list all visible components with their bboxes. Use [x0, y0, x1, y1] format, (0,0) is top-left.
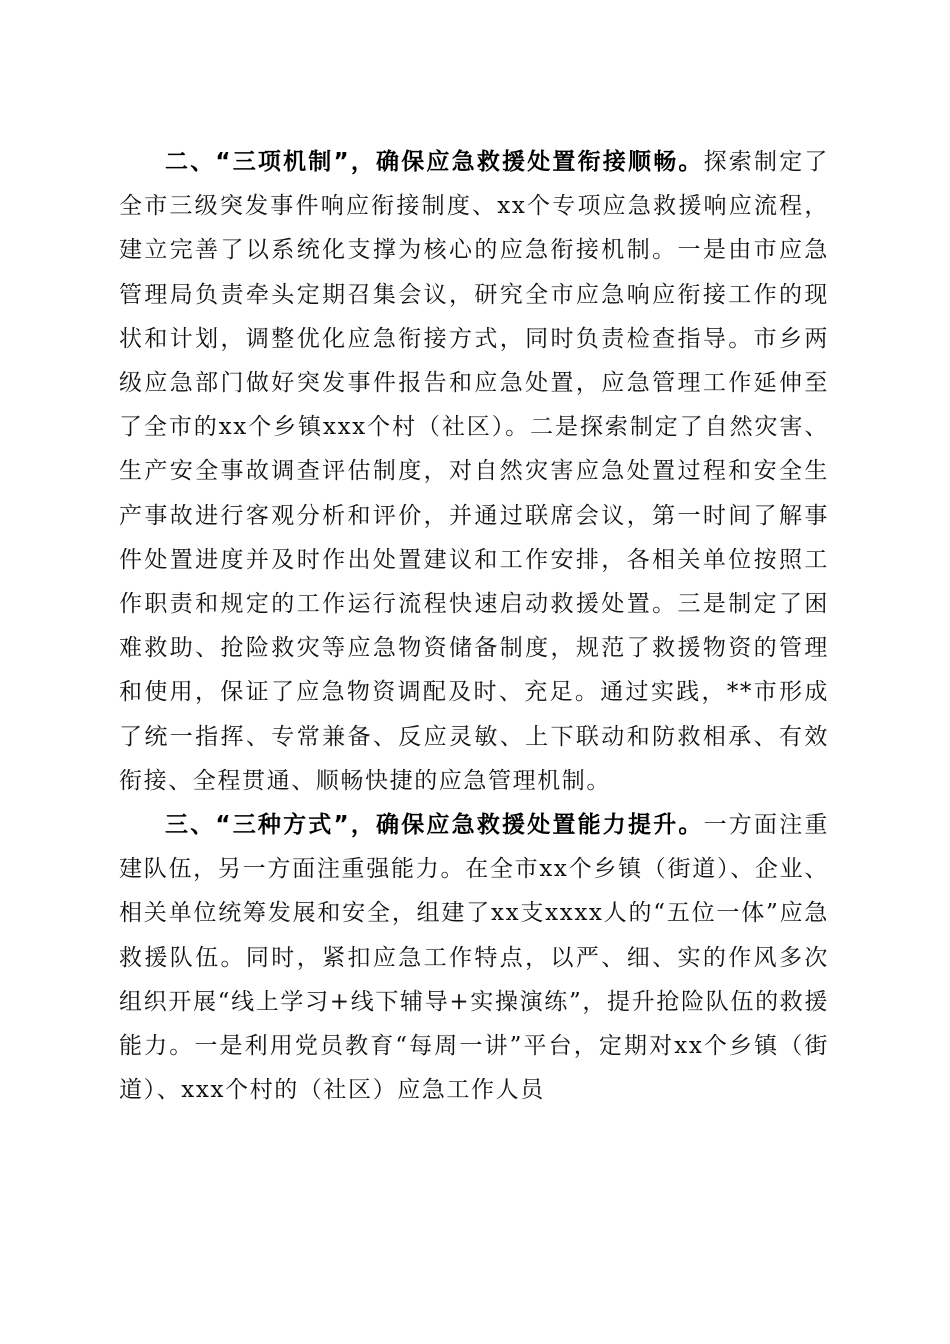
paragraph-mechanisms [119, 140, 829, 803]
paragraph-text: 一方面注重建队伍，另一方面注重强能力。在全市xx个乡镇（街道）、企业、相关单位统筹发展和安全，组建了xx支xxxx人的“五位一体”应急救援队伍。同时，紧扣应急工作特点，以严、细、实的作风多次组织开展“线上学习+线下辅导+实操演练”，提升抢险队伍的救援能力。一是利用党员教育“每周一讲”平台，定期对xx个乡镇（街道）、xxx个村的（社区）应急工作人员 [119, 812, 830, 1104]
paragraph-methods [119, 803, 829, 1112]
paragraph-text: 探索制定了全市三级突发事件响应衔接制度、xx个专项应急救援响应流程，建立完善了以系统化支撑为核心的应急衔接机制。一是由市应急管理局负责牵头定期召集会议，研究全市应急响应衔接工作的现状和计划，调整优化应急衔接方式，同时负责检查指导。市乡两级应急部门做好突发事件报告和应急处置，应急管理工作延伸至了全市的xx个乡镇xxx个村（社区）。二是探索制定了自然灾害、生产安全事故调查评估制度，对自然灾害应急处置过程和安全生产事故进行客观分析和评价，并通过联席会议，第一时间了解事件处置进度并及时作出处置建议和工作安排，各相关单位按照工作职责和规定的工作运行流程快速启动救援处置。三是制定了困难救助、抢险救灾等应急物资储备制度，规范了救援物资的管理和使用，保证了应急物资调配及时、充足。通过实践，**市形成了统一指挥、专常兼备、反应灵敏、上下联动和防救相承、有效衔接、全程贯通、顺畅快捷的应急管理机制。 [119, 149, 830, 794]
document-body [119, 140, 829, 1112]
section-heading-two: 二、“三项机制”，确保应急救援处置衔接顺畅。 [165, 149, 704, 175]
section-heading-three: 三、“三种方式”，确保应急救援处置能力提升。 [165, 812, 704, 839]
